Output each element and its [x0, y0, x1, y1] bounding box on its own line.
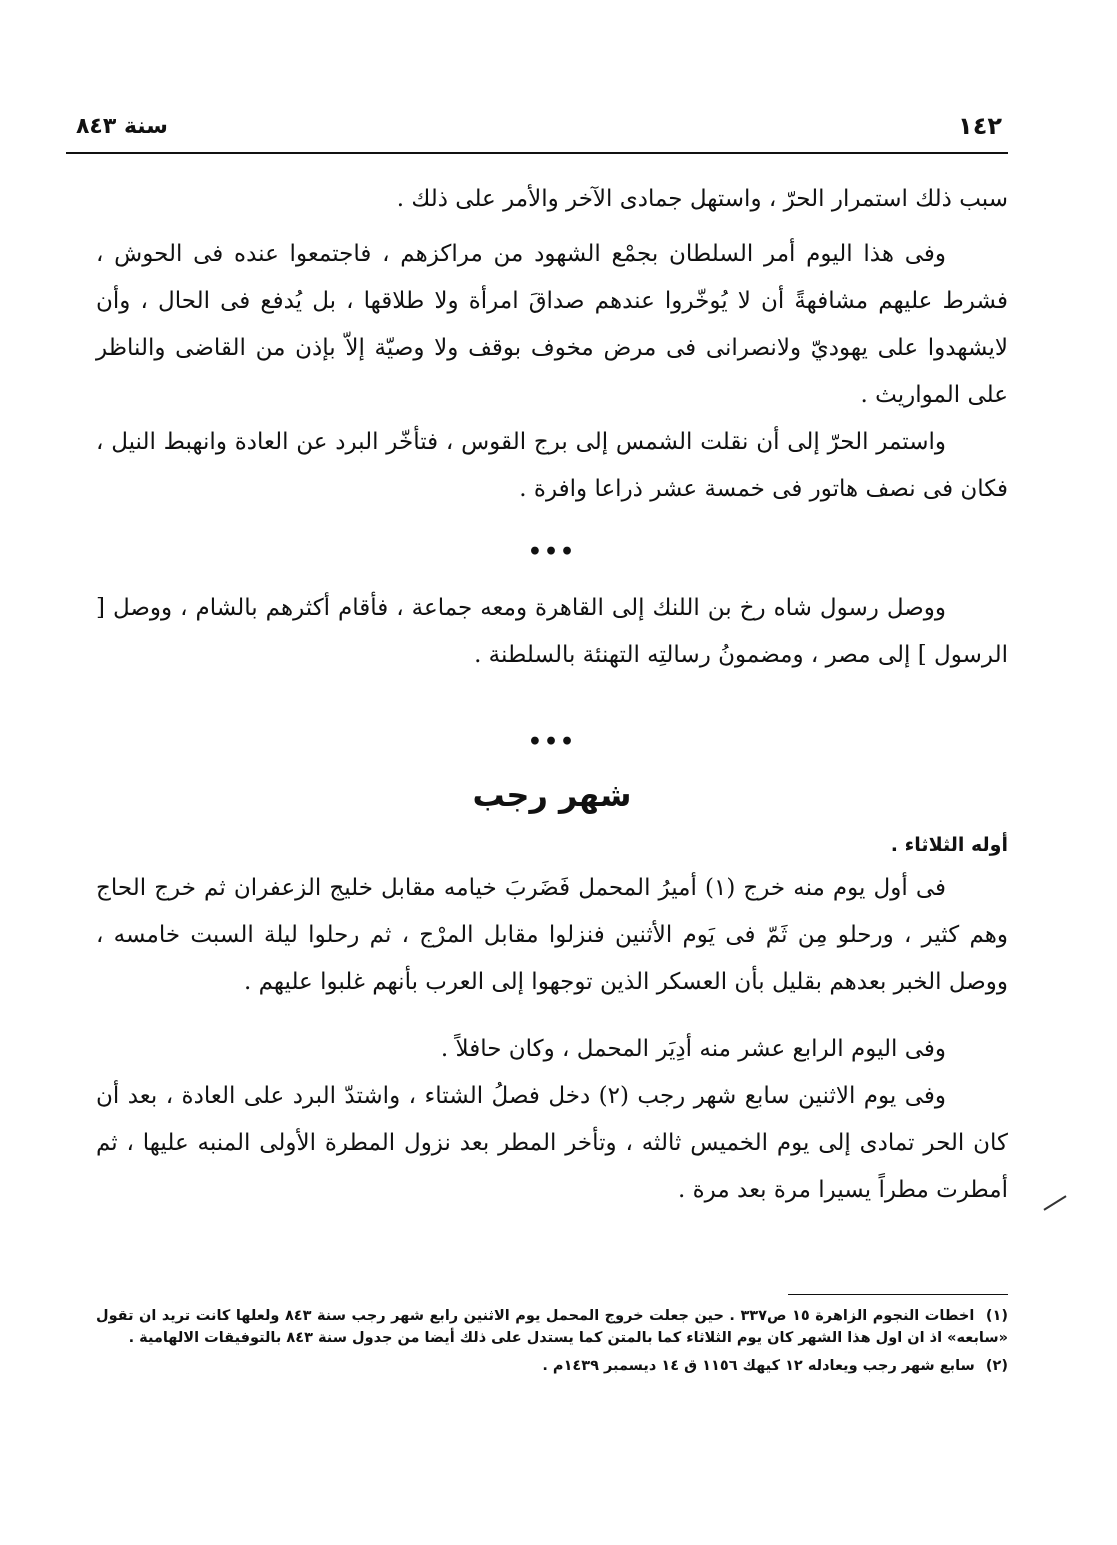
- paragraph: وفى اليوم الرابع عشر منه أدِيَر المحمل ، وكان حافلاً .: [440, 1036, 946, 1062]
- footnotes: [96, 1294, 1008, 1383]
- paragraph: وفى هذا اليوم أمر السلطان بجمْع الشهود من مراكزهم ، فاجتمعوا عنده فى الحوش ، فشرط عليهم مشافهةً أن لا يُوخّروا عندهم صداقَ امرأة ولا طلاقها ، بل يُدفع فى الحال ، وأن لايشهدوا على يهوديّ ولانصرانى فى مرض مخوف بوقف ولا وصيّة إلاّ بإذن من القاضى والناظر على المواريث .: [96, 241, 1008, 408]
- subheading: أوله الثلاثاء .: [890, 834, 1008, 856]
- paragraph: فى أول يوم منه خرج (١) أميرُ المحمل فَضَربَ خيامه مقابل خليج الزعفران ثم خرج الحاج وهم كثير ، ورحلو مِن ثَمّ فى يَوم الأثنين فنزلوا مقابل المرْج ، ثم رحلوا ليلة السبت خامسه ، ووصل الخبر بعدهم بقليل بأن العسكر الذين توجهوا إلى العرب بأنهم غلبوا عليهم .: [96, 875, 1008, 995]
- running-title: سنة ٨٤٣: [76, 114, 168, 139]
- page-number: ١٤٢: [958, 112, 1002, 140]
- footnote: [96, 1305, 1008, 1349]
- section-separator: •••: [527, 539, 577, 565]
- main-text: [96, 176, 1008, 1214]
- footnote-number: (١): [985, 1308, 1008, 1324]
- page-header: [66, 112, 1008, 154]
- section-separator: •••: [527, 729, 577, 755]
- footnote-number: (٢): [985, 1358, 1008, 1374]
- chapter-title: شهر رجب: [472, 776, 632, 814]
- margin-mark: [1043, 1195, 1066, 1210]
- paragraph: واستمر الحرّ إلى أن نقلت الشمس إلى برج القوس ، فتأخّر البرد عن العادة وانهبط النيل ، فكان فى نصف هاتور فى خمسة عشر ذراعا وافرة .: [96, 429, 1008, 502]
- footnote-text: اخطات النجوم الزاهرة ١٥ ص٣٣٧ . حين جعلت خروج المحمل يوم الاثنين رابع شهر رجب سنة ٨٤٣ ولعلها كانت تريد ان تقول «سابعه» اذ ان اول هذا الشهر كان يوم الثلاثاء كما بالمتن كما يستدل على ذلك أيضا من جدول سنة ٨٤٣ بالتوفيقات الالهامية .: [96, 1308, 1008, 1346]
- paragraph: ووصل رسول شاه رخ بن اللنك إلى القاهرة ومعه جماعة ، فأقام أكثرهم بالشام ، ووصل [ الرسول ] إلى مصر ، ومضمونُ رسالتِه التهنئة بالسلطنة .: [96, 595, 1008, 668]
- paragraph: وفى يوم الاثنين سابع شهر رجب (٢) دخل فصلُ الشتاء ، واشتدّ البرد على العادة ، بعد أن كان الحر تمادى إلى يوم الخميس ثالثه ، وتأخر المطر بعد نزول المطرة الأولى المنبه عليها ، ثم أمطرت مطراً يسيرا مرة بعد مرة .: [96, 1083, 1008, 1203]
- footnote-rule: [788, 1294, 1008, 1295]
- paragraph: سبب ذلك استمرار الحرّ ، واستهل جمادى الآخر والأمر على ذلك .: [396, 186, 1008, 212]
- footnote: [96, 1355, 1008, 1377]
- footnote-text: سابع شهر رجب ويعادله ١٢ كيهك ١١٥٦ ق ١٤ ديسمبر ١٤٣٩م .: [542, 1358, 975, 1374]
